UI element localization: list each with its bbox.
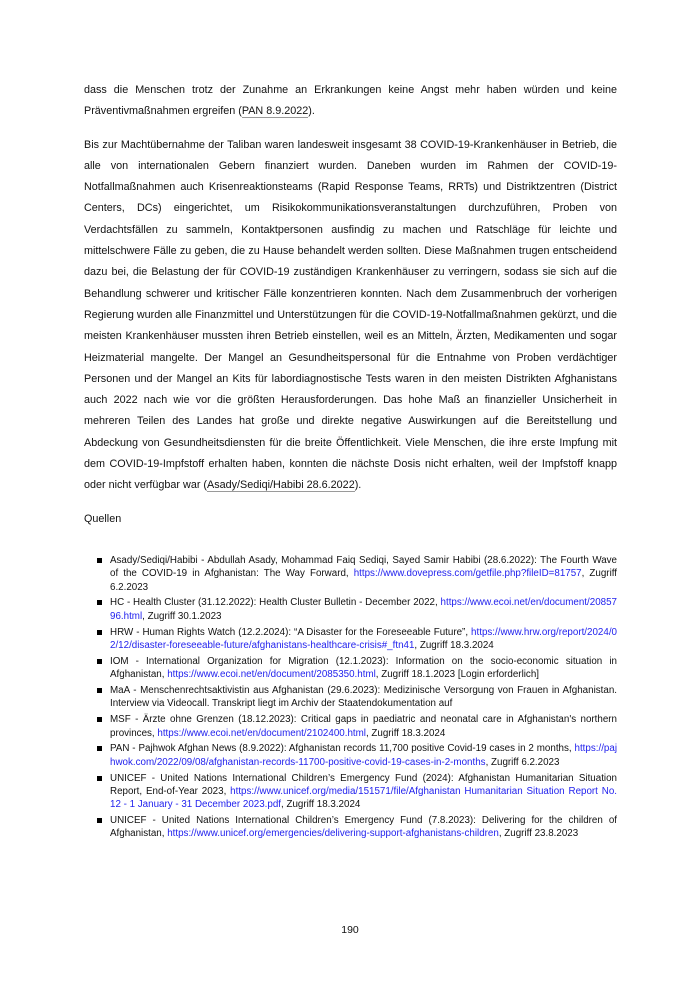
paragraph-text: ). (308, 105, 315, 118)
source-item (97, 596, 617, 623)
source-text: IOM - International Organization for Migration (12.1.2023): Information on the socio-economic situation in Afghanistan, (110, 655, 617, 681)
source-link[interactable]: https://www.ecoi.net/en/document/2085350.html (167, 669, 376, 681)
bullet-square-icon (97, 746, 102, 751)
source-text: HRW - Human Rights Watch (12.2.2024): “A Disaster for the Foreseeable Future”, (110, 626, 472, 638)
bullet-square-icon (97, 776, 102, 781)
paragraph-text: ). (354, 479, 362, 492)
citation-link[interactable]: PAN 8.9.2022 (241, 105, 309, 118)
sources-list (97, 554, 617, 841)
source-text: UNICEF - United Nations International Children’s Emergency Fund (2024): Afghanistan Humanitarian Situation Report, End-of-Year 2023, (110, 772, 617, 797)
bullet-square-icon (97, 600, 102, 605)
bullet-square-icon (97, 717, 102, 722)
source-link[interactable]: https://www.unicef.org/media/151571/file/Afghanistan Humanitarian Situation Report No. 12 - 1 January - 31 December 2023.pdf (110, 785, 618, 811)
bullet-square-icon (97, 630, 102, 635)
source-link[interactable]: https://www.unicef.org/emergencies/delivering-support-afghanistans-children (167, 828, 499, 840)
source-link[interactable]: https://pajhwok.com/2022/09/08/afghanistan-records-11700-positive-covid-19-cases-in-2-months (110, 743, 617, 768)
source-text: MaA - Menschenrechtsaktivistin aus Afghanistan (29.6.2023): Medizinische Versorgung von Frauen in Afghanistan. Interview via Videocall. Transkript liegt im Archiv der Staatendokumentation auf (110, 685, 617, 710)
bullet-square-icon (97, 818, 102, 823)
bullet-square-icon (97, 659, 102, 664)
source-item (97, 772, 617, 812)
page-number: 190 (341, 924, 359, 936)
source-link[interactable]: https://www.ecoi.net/en/document/2085796.html (110, 597, 617, 622)
bullet-square-icon (97, 688, 102, 693)
source-text: , Zugriff 18.1.2023 [Login erforderlich] (375, 669, 539, 681)
source-item (97, 814, 617, 841)
body-paragraphs (84, 80, 617, 497)
source-item (97, 684, 617, 711)
source-item (97, 713, 617, 740)
source-text: , Zugriff 30.1.2023 (142, 610, 222, 622)
source-link[interactable]: https://www.ecoi.net/en/document/2102400.html (157, 727, 366, 739)
source-text: MSF - Ärzte ohne Grenzen (18.12.2023): Critical gaps in paediatric and neonatal care in Afghanistan's northern provinces, (110, 714, 617, 739)
paragraph-text: Bis zur Machtübernahme der Taliban waren landesweit insgesamt 38 COVID-19-Krankenhäuser in Betrieb, die alle von internationalen Gebern finanziert wurden. Daneben wurden im Rahmen der COVID-19-Notfallmaßnahmen auch Krisenreaktionsteams (Rapid Response Teams, RRTs) und Distriktzentren (District Centers, DCs) eingerichtet, um Risikokommunikationsveranstaltungen durchzuführen, Proben von Verdachtsfällen zu sammeln, Kontaktpersonen ausfindig zu machen und Ratschläge für leichte und mittelschwere Fälle zu geben, die zu Hause behandelt werden sollten. Diese Maßnahmen trugen entscheidend dazu bei, die Belastung der für COVID-19 zuständigen Krankenhäuser zu verringern, sodass sie sich auf die Behandlung schwerer und kritischer Fälle konzentrieren konnten. Nach dem Zusammenbruch der vorherigen Regierung wurden alle Finanzmittel und Unterstützungen für die COVID-19-Notfallmaßnahmen gekürzt, und die meisten Krankenhäuser mussten ihren Betrieb einstellen, weil es an Mitteln, Ärzten, Medikamenten und sogar Heizmaterial mangelte. Der Mangel an Gesundheitspersonal für die Entnahme von Proben verdächtiger Personen und der Mangel an Kits für labordiagnostische Tests waren in den meisten Distrikten Afghanistans auch 2022 nach wie vor die größten Herausforderungen. Das hohe Maß an finanzieller Unsicherheit in mehreren Teilen des Landes hat große und direkte negative Auswirkungen auf die Bereitstellung und Abdeckung von Gesundheitsdiensten für die breite Öffentlichkeit. Viele Menschen, die ihre erste Impfung mit dem COVID-19-Impfstoff erhalten haben, konnten die nächste Dosis nicht erhalten, weil der Impfstoff knapp oder nicht verfügbar war ( (84, 138, 617, 492)
source-item (97, 626, 617, 653)
source-text: UNICEF - United Nations International Children’s Emergency Fund (7.8.2023): Delivering for the children of Afghanistan, (110, 815, 617, 840)
source-text: , Zugriff 18.3.2024 (281, 799, 361, 811)
source-item (97, 554, 617, 594)
source-item (97, 742, 617, 769)
paragraph-text: dass die Menschen trotz der Zunahme an Erkrankungen keine Angst mehr haben würden und keine Präventivmaßnahmen ergreifen ( (84, 84, 617, 118)
source-text: , Zugriff 6.2.2023 (485, 756, 560, 768)
source-text: , Zugriff 6.2.2023 (110, 568, 618, 593)
source-text: , Zugriff 18.3.2024 (365, 727, 446, 739)
source-text: PAN - Pajhwok Afghan News (8.9.2022): Afghanistan records 11,700 positive Covid-19 cases in 2 months, (110, 743, 575, 755)
sources-heading: Quellen (84, 512, 122, 525)
bullet-square-icon (97, 558, 102, 563)
paragraph (84, 135, 617, 497)
source-link[interactable]: https://www.dovepress.com/getfile.php?fileID=81757 (353, 568, 582, 580)
page-content (84, 80, 617, 843)
source-link[interactable]: https://www.hrw.org/report/2024/02/12/disaster-foreseeable-future/afghanistans-healthcare-crisis#_ftn41 (110, 626, 617, 651)
citation-link[interactable]: Asady/Sediqi/Habibi 28.6.2022 (207, 479, 355, 492)
source-text: , Zugriff 23.8.2023 (498, 828, 579, 840)
source-text: HC - Health Cluster (31.12.2022): Health Cluster Bulletin - December 2022, (110, 597, 441, 609)
paragraph (84, 80, 617, 123)
source-text: , Zugriff 18.3.2024 (414, 640, 494, 651)
source-text: Asady/Sediqi/Habibi - Abdullah Asady, Mohammad Faiq Sediqi, Sayed Samir Habibi (28.6.2022): The Fourth Wave of the COVID-19 in Afghanistan: The Way Forward, (110, 554, 617, 580)
source-item (97, 655, 617, 682)
